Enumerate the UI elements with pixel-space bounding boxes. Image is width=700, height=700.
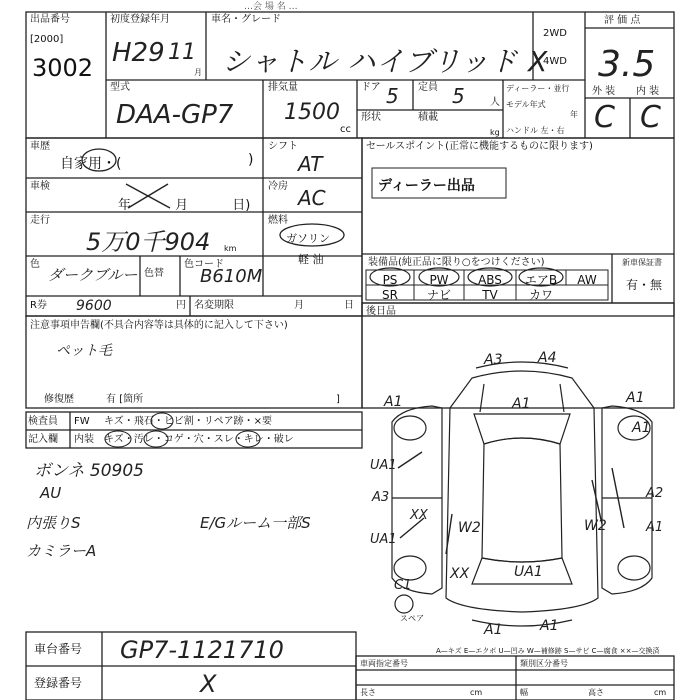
ac-value: AC xyxy=(298,186,326,210)
mark-w2-right: W2 xyxy=(584,518,607,534)
spare-label: スペア xyxy=(400,614,424,623)
mileage-unit: km xyxy=(224,244,237,253)
shift-value: AT xyxy=(298,152,323,176)
title-change-month: 月 xyxy=(294,300,304,311)
sales-point-label: セールスポイント(正常に機能するものに限ります) xyxy=(366,141,593,152)
type-value: DAA-GP7 xyxy=(116,100,234,130)
inspector-row1-prefix: FW xyxy=(74,416,90,427)
dealer-label: ディーラー・並行 xyxy=(506,84,570,93)
width-label: 幅 xyxy=(520,688,528,697)
mark-xx-left: XX xyxy=(410,508,428,523)
model-year-unit: 年 xyxy=(570,110,578,119)
shape-label: 形状 xyxy=(361,112,381,123)
dealer-badge: ディーラー出品 xyxy=(378,178,475,194)
mark-a3-top: A3 xyxy=(484,352,503,368)
color-code-label: 色コード xyxy=(184,259,224,270)
equipment-airbag: エアB xyxy=(524,273,558,287)
seat-label: 後日品 xyxy=(366,306,396,317)
model-name-label: 車名・グレード xyxy=(211,14,281,25)
mark-a4-top: A4 xyxy=(538,350,557,366)
length-label: 長さ xyxy=(360,688,376,697)
inspector-row2-prefix: 内装 xyxy=(74,434,94,445)
displacement-label: 排気量 xyxy=(268,82,298,93)
interior-label: 内 装 xyxy=(636,86,660,97)
type-label: 型式 xyxy=(110,82,130,93)
first-reg-label: 初度登録年月 xyxy=(110,14,170,25)
equipment-leather: カワ xyxy=(528,288,553,302)
repair-close: ] xyxy=(336,394,340,405)
lot-number: 3002 xyxy=(32,54,94,82)
inspector-row1: キズ・飛石・ヒビ割・リペア跡・×要 xyxy=(104,416,272,427)
memo-line-3: 内張りS xyxy=(26,514,81,532)
mark-a1-right-3: A1 xyxy=(646,520,664,535)
fuel-diesel: 軽 油 xyxy=(298,253,324,266)
lot-number-sub: [2000] xyxy=(30,34,64,45)
usage-value: 自家用・( xyxy=(60,156,122,172)
registration-label: 登録番号 xyxy=(34,676,83,690)
mark-ua1-left: UA1 xyxy=(370,458,397,473)
inspector-row2: キズ・汚レ・コゲ・穴・スレ・キレ・破レ xyxy=(104,434,294,445)
damage-legend: A—キズ E—エクボ U—凹み W—補修跡 S—サビ C—腐食 ××—交換済 xyxy=(436,647,660,655)
model-year-label: モデル年式 xyxy=(506,100,546,109)
equipment-row-2 xyxy=(366,286,608,303)
inspection-label: 車検 xyxy=(30,181,50,192)
equipment-tv: TV xyxy=(482,288,498,302)
seating-label: 定員 xyxy=(418,82,438,93)
load-label: 積載 xyxy=(418,112,438,123)
displacement-value: 1500 xyxy=(284,100,340,125)
doors-label: ドア xyxy=(361,82,381,93)
notes-label: 注意事項申告欄(不具合内容等は具体的に記入して下さい) xyxy=(30,320,288,331)
color-label: 色 xyxy=(30,259,40,270)
equipment-sr: SR xyxy=(382,288,398,302)
warranty-label: 新車保証書 xyxy=(622,258,662,267)
drive-2wd: 2WD xyxy=(543,28,567,39)
equipment-label: 装備品(純正品に限り○をつけください) xyxy=(368,257,545,268)
warranty-value: 有・無 xyxy=(626,278,663,292)
title-change-label: 名変期限 xyxy=(194,300,234,311)
usage-circle xyxy=(80,146,118,174)
equipment-abs: ABS xyxy=(478,273,502,287)
recycle-value: 9600 xyxy=(76,298,112,314)
color-value: ダークブルー xyxy=(48,266,138,284)
mark-a2-right: A2 xyxy=(646,486,664,501)
interior-grade: C xyxy=(640,100,661,135)
handle-label: ハンドル 左・右 xyxy=(506,126,565,135)
repair-value: 有 [箇所 xyxy=(106,394,144,405)
title-change-day: 日 xyxy=(344,300,354,311)
chassis-label: 車台番号 xyxy=(34,642,83,656)
inspection-cross xyxy=(120,180,176,212)
first-reg-month: 11 xyxy=(168,40,196,65)
fuel-gasoline: ガソリン xyxy=(286,232,330,245)
seating-value: 5 xyxy=(452,84,465,108)
exterior-label: 外 装 xyxy=(592,86,616,97)
inspector-label-2: 記入欄 xyxy=(28,434,58,445)
fuel-circle xyxy=(278,222,346,248)
mark-w2-left: W2 xyxy=(458,520,481,536)
color-change-label: 色替 xyxy=(144,268,164,279)
mark-ua1-rear: UA1 xyxy=(514,564,543,580)
load-unit: kg xyxy=(490,128,500,137)
mark-a1-right: A1 xyxy=(626,390,645,406)
top-right-text: …会 場 名 … xyxy=(244,2,298,12)
inspection-value: 年 月 日) xyxy=(118,198,251,213)
mileage-value: 5万0千904 xyxy=(86,228,211,256)
score-value: 3.5 xyxy=(598,44,656,85)
first-reg-month-unit: 月 xyxy=(194,68,202,77)
mark-a1-rear-right: A1 xyxy=(540,618,559,634)
first-reg-year: H29 xyxy=(112,38,165,68)
recycle-label: R券 xyxy=(30,300,47,311)
seating-unit: 人 xyxy=(490,97,500,108)
memo-line-5: E/Gルーム一部S xyxy=(200,514,311,532)
notes-value: ペット毛 xyxy=(56,343,112,359)
color-code-value: B610M xyxy=(200,266,263,287)
category-label: 類別区分番号 xyxy=(520,659,568,668)
chassis-value: GP7-1121710 xyxy=(120,636,284,664)
mark-a1-rear-left: A1 xyxy=(484,622,503,638)
equipment-circles xyxy=(366,266,566,288)
exterior-grade: C xyxy=(594,100,615,135)
mark-a1-left: A1 xyxy=(384,394,403,410)
shift-label: シフト xyxy=(268,141,298,152)
repair-label: 修復歴 xyxy=(44,394,74,405)
memo-line-1: ボンネ 50905 xyxy=(34,461,144,481)
equipment-navi: ナビ xyxy=(426,288,451,302)
inspector-label-1: 検査員 xyxy=(28,416,58,427)
usage-close: ) xyxy=(248,152,254,168)
drive-4wd: 4WD xyxy=(543,56,567,67)
equipment-pw: PW xyxy=(429,273,449,287)
equipment-aw: AW xyxy=(577,273,597,287)
recycle-unit: 円 xyxy=(176,300,186,311)
lot-number-label: 出品番号 xyxy=(30,14,70,25)
mark-a1-right-2: A1 xyxy=(632,420,651,436)
doors-value: 5 xyxy=(386,84,399,108)
displacement-unit: cc xyxy=(340,124,351,135)
mark-xx-rear: XX xyxy=(450,566,470,582)
inspector-marks xyxy=(70,412,362,448)
score-label: 評 価 点 xyxy=(604,15,641,26)
fuel-label: 燃料 xyxy=(268,215,288,226)
mark-a1-hood: A1 xyxy=(512,396,531,412)
mark-c1-spare: C1 xyxy=(394,578,412,593)
mark-a3-left: A3 xyxy=(372,490,390,505)
mark-ua1-left-2: UA1 xyxy=(370,532,397,547)
fine-label: 車両指定番号 xyxy=(360,659,408,668)
memo-line-4: カミラーA xyxy=(26,542,97,560)
registration-value: X xyxy=(200,670,217,698)
mileage-label: 走行 xyxy=(30,215,50,226)
height-unit: cm xyxy=(654,688,667,697)
equipment-ps: PS xyxy=(382,273,398,287)
length-unit: cm xyxy=(470,688,483,697)
ac-label: 冷房 xyxy=(268,181,288,192)
height-label: 高さ xyxy=(588,688,604,697)
usage-label: 車歴 xyxy=(30,141,50,152)
model-name: シャトル ハイブリッド X xyxy=(222,45,549,78)
memo-line-2: AU xyxy=(40,484,62,502)
